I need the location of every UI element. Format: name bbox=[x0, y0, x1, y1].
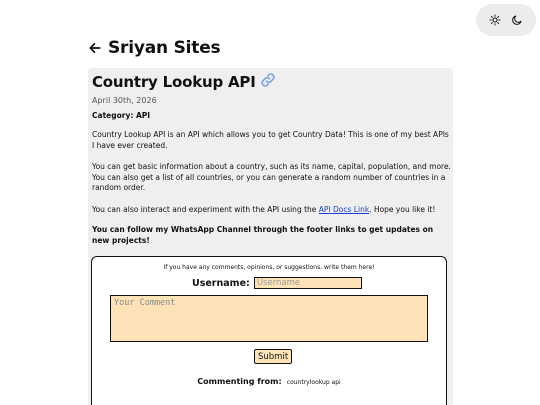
comment-hint: If you have any comments, opinions, or suggestions, write them here! bbox=[163, 264, 375, 271]
post-card bbox=[88, 68, 453, 405]
post-paragraph: Country Lookup API is an API which allows you to get Country Data! This is one of my best APIs I have ever created. bbox=[92, 130, 449, 150]
theme-toggle[interactable] bbox=[476, 4, 536, 36]
comment-textarea[interactable] bbox=[110, 295, 428, 342]
post-title bbox=[92, 72, 276, 92]
username-label: Username: bbox=[192, 277, 250, 289]
commenting-from-label: Commenting from: bbox=[197, 377, 282, 386]
post-title-text: Country Lookup API bbox=[92, 73, 256, 91]
submit-button[interactable]: Submit bbox=[254, 349, 292, 364]
post-date: April 30th, 2026 bbox=[92, 96, 157, 105]
post-paragraph: You can get basic information about a country, such as its name, capital, population, and more. You can also get a list of all countries, or you can generate a random number of countries in a random order. bbox=[92, 162, 451, 192]
sun-icon[interactable] bbox=[489, 14, 501, 26]
commenting-from-value: countrylookup api bbox=[286, 379, 341, 386]
post-paragraph bbox=[92, 205, 452, 216]
commenting-from bbox=[92, 369, 446, 388]
api-docs-link[interactable]: API Docs Link bbox=[318, 205, 370, 214]
paragraph-text: . Hope you like it! bbox=[369, 205, 436, 214]
username-row bbox=[192, 277, 362, 289]
site-header bbox=[88, 38, 220, 58]
moon-icon[interactable] bbox=[511, 14, 523, 26]
site-title[interactable]: Sriyan Sites bbox=[108, 38, 221, 58]
paragraph-text: You can also interact and experiment with the API using the bbox=[92, 205, 319, 214]
link-icon bbox=[260, 72, 276, 92]
comment-form bbox=[91, 256, 447, 405]
back-arrow-icon[interactable] bbox=[88, 41, 102, 55]
post-paragraph: You can follow my WhatsApp Channel through the footer links to get updates on new projects! bbox=[92, 225, 434, 245]
post-category: Category: API bbox=[92, 111, 151, 120]
username-input[interactable] bbox=[254, 277, 362, 289]
